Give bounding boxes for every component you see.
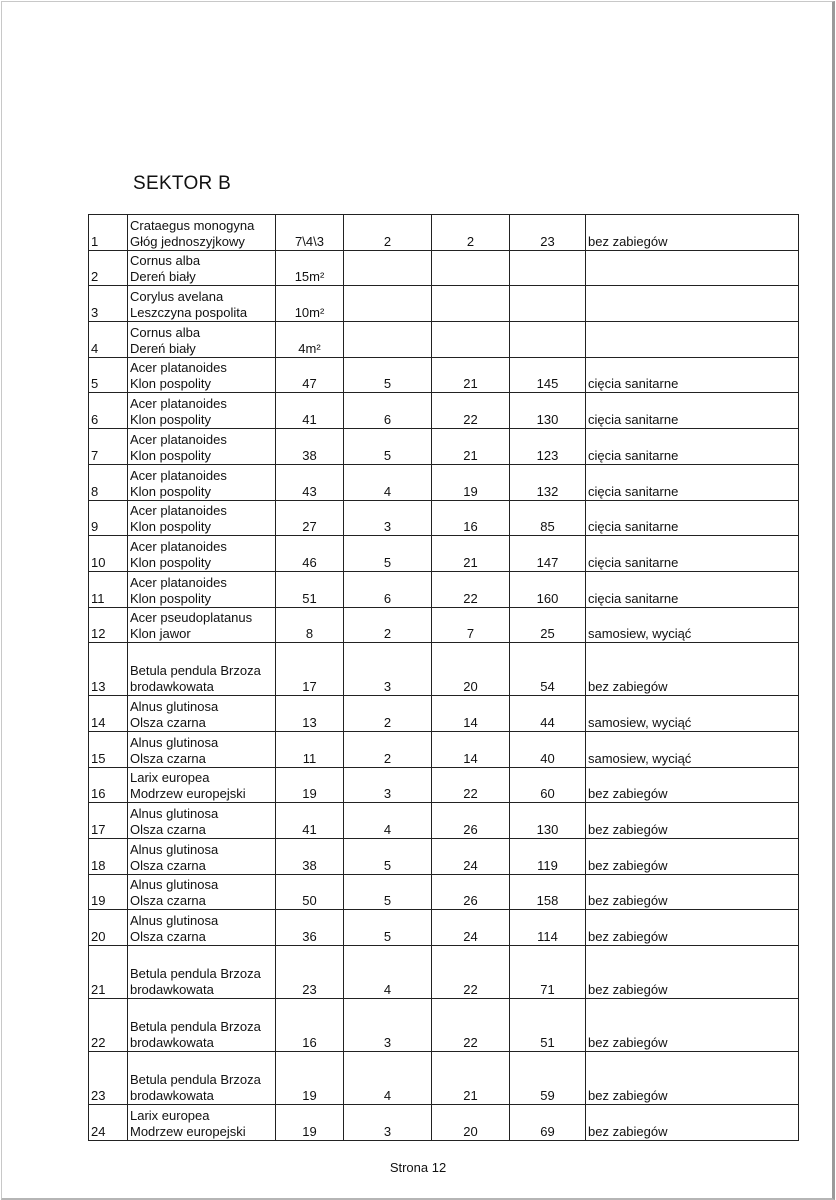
value-col-3 <box>432 322 510 358</box>
treatment-note <box>586 250 799 286</box>
treatment-note: samosiew, wyciąć <box>586 607 799 643</box>
value-col-1: 38 <box>276 429 344 465</box>
latin-name: Betula pendula Brzoza <box>130 663 261 679</box>
value-col-2: 5 <box>344 429 432 465</box>
value-col-3: 21 <box>432 429 510 465</box>
value-col-4: 44 <box>510 696 586 732</box>
value-col-3: 22 <box>432 999 510 1052</box>
latin-name: Betula pendula Brzoza <box>130 1019 261 1035</box>
species-name-cell <box>128 464 276 500</box>
value-col-4: 60 <box>510 767 586 803</box>
value-col-2: 6 <box>344 393 432 429</box>
value-col-3: 22 <box>432 393 510 429</box>
table-row <box>89 874 799 910</box>
polish-name: Olsza czarna <box>130 714 206 730</box>
treatment-note: bez zabiegów <box>586 643 799 696</box>
polish-name: Modrzew europejski <box>130 786 246 802</box>
value-col-4: 160 <box>510 571 586 607</box>
value-col-2 <box>344 286 432 322</box>
value-col-3: 24 <box>432 839 510 875</box>
species-name-cell <box>128 1052 276 1105</box>
value-col-3: 22 <box>432 946 510 999</box>
species-name-cell <box>128 696 276 732</box>
row-number: 12 <box>89 607 128 643</box>
value-col-3: 24 <box>432 910 510 946</box>
latin-name: Alnus glutinosa <box>130 841 219 857</box>
table-row <box>89 464 799 500</box>
value-col-3 <box>432 286 510 322</box>
value-col-2: 5 <box>344 874 432 910</box>
value-col-3: 21 <box>432 536 510 572</box>
page-number: Strona 12 <box>389 1160 447 1175</box>
value-col-1: 16 <box>276 999 344 1052</box>
value-col-3: 20 <box>432 1105 510 1141</box>
value-col-3: 21 <box>432 1052 510 1105</box>
value-col-1: 51 <box>276 571 344 607</box>
latin-name: Alnus glutinosa <box>130 913 219 929</box>
value-col-3: 7 <box>432 607 510 643</box>
latin-name: Acer platanoides <box>130 360 227 376</box>
row-number: 9 <box>89 500 128 536</box>
table-row <box>89 286 799 322</box>
latin-name: Cornus alba <box>130 324 201 340</box>
value-col-3: 2 <box>432 215 510 251</box>
value-col-4 <box>510 286 586 322</box>
row-number: 20 <box>89 910 128 946</box>
value-col-1: 13 <box>276 696 344 732</box>
treatment-note: bez zabiegów <box>586 1105 799 1141</box>
species-name-cell <box>128 946 276 999</box>
polish-name: Olsza czarna <box>130 822 206 837</box>
row-number: 24 <box>89 1105 128 1141</box>
value-col-1: 50 <box>276 874 344 910</box>
polish-name: brodawkowata <box>130 1035 214 1051</box>
species-name-cell <box>128 500 276 536</box>
value-col-2: 6 <box>344 571 432 607</box>
table-row <box>89 250 799 286</box>
table-row <box>89 500 799 536</box>
value-col-2: 3 <box>344 999 432 1052</box>
treatment-note: cięcia sanitarne <box>586 393 799 429</box>
treatment-note: cięcia sanitarne <box>586 464 799 500</box>
table-row <box>89 910 799 946</box>
value-col-4: 132 <box>510 464 586 500</box>
species-name-cell <box>128 643 276 696</box>
species-name-cell <box>128 536 276 572</box>
row-number: 18 <box>89 839 128 875</box>
value-col-3: 19 <box>432 464 510 500</box>
value-col-2: 5 <box>344 839 432 875</box>
row-number: 3 <box>89 286 128 322</box>
sector-title: SEKTOR B <box>133 173 232 194</box>
value-col-3: 14 <box>432 696 510 732</box>
value-col-2 <box>344 250 432 286</box>
value-col-4: 25 <box>510 607 586 643</box>
value-col-2: 3 <box>344 643 432 696</box>
polish-name: Głóg jednoszyjkowy <box>130 233 245 249</box>
value-col-2: 5 <box>344 910 432 946</box>
polish-name: Olsza czarna <box>130 893 206 909</box>
row-number: 8 <box>89 464 128 500</box>
value-col-4: 85 <box>510 500 586 536</box>
species-name-cell <box>128 429 276 465</box>
value-col-3 <box>432 250 510 286</box>
latin-name: Corylus avelana <box>130 289 224 305</box>
value-col-4: 145 <box>510 357 586 393</box>
polish-name: Dereń biały <box>130 269 196 285</box>
value-col-1: 19 <box>276 1052 344 1105</box>
species-name-cell <box>128 874 276 910</box>
treatment-note: bez zabiegów <box>586 803 799 839</box>
table-row <box>89 946 799 999</box>
value-col-3: 22 <box>432 571 510 607</box>
species-name-cell <box>128 286 276 322</box>
polish-name: brodawkowata <box>130 1088 214 1104</box>
value-col-3: 14 <box>432 731 510 767</box>
treatment-note: bez zabiegów <box>586 839 799 875</box>
treatment-note: cięcia sanitarne <box>586 571 799 607</box>
latin-name: Alnus glutinosa <box>130 806 219 821</box>
table-row <box>89 571 799 607</box>
value-col-1: 8 <box>276 607 344 643</box>
table-body <box>89 215 799 1141</box>
latin-name: Acer platanoides <box>130 503 227 519</box>
value-col-4: 114 <box>510 910 586 946</box>
species-name-cell <box>128 393 276 429</box>
polish-name: Dereń biały <box>130 340 196 356</box>
row-number: 6 <box>89 393 128 429</box>
species-name-cell <box>128 839 276 875</box>
latin-name: Acer platanoides <box>130 538 227 554</box>
latin-name: Betula pendula Brzoza <box>130 966 261 982</box>
treatment-note: bez zabiegów <box>586 215 799 251</box>
value-col-3: 20 <box>432 643 510 696</box>
value-col-4 <box>510 322 586 358</box>
value-col-1: 43 <box>276 464 344 500</box>
value-col-2: 5 <box>344 357 432 393</box>
table-row <box>89 429 799 465</box>
table-row <box>89 767 799 803</box>
latin-name: Alnus glutinosa <box>130 877 219 893</box>
polish-name: Leszczyna pospolita <box>130 305 248 321</box>
value-col-3: 26 <box>432 874 510 910</box>
table-row <box>89 1052 799 1105</box>
value-col-4: 69 <box>510 1105 586 1141</box>
treatment-note: cięcia sanitarne <box>586 500 799 536</box>
value-col-4: 23 <box>510 215 586 251</box>
table-row <box>89 322 799 358</box>
value-col-3: 21 <box>432 357 510 393</box>
treatment-note: bez zabiegów <box>586 767 799 803</box>
value-col-1: 4m² <box>276 322 344 358</box>
value-col-4: 147 <box>510 536 586 572</box>
row-number: 23 <box>89 1052 128 1105</box>
species-name-cell <box>128 250 276 286</box>
value-col-1: 23 <box>276 946 344 999</box>
latin-name: Cornus alba <box>130 253 201 269</box>
value-col-2: 2 <box>344 731 432 767</box>
value-col-1: 41 <box>276 393 344 429</box>
value-col-1: 19 <box>276 1105 344 1141</box>
species-name-cell <box>128 803 276 839</box>
species-name-cell <box>128 910 276 946</box>
species-name-cell <box>128 571 276 607</box>
latin-name: Acer pseudoplatanus <box>130 610 253 626</box>
value-col-2: 4 <box>344 464 432 500</box>
latin-name: Larix europea <box>130 770 210 786</box>
value-col-4: 130 <box>510 393 586 429</box>
value-col-2: 2 <box>344 607 432 643</box>
latin-name: Crataegus monogyna <box>130 217 255 233</box>
row-number: 10 <box>89 536 128 572</box>
value-col-2: 2 <box>344 696 432 732</box>
tree-inventory-table <box>88 214 799 1141</box>
value-col-1: 15m² <box>276 250 344 286</box>
value-col-1: 7\4\3 <box>276 215 344 251</box>
polish-name: Klon pospolity <box>130 483 211 499</box>
value-col-1: 27 <box>276 500 344 536</box>
treatment-note: bez zabiegów <box>586 999 799 1052</box>
polish-name: Modrzew europejski <box>130 1123 246 1139</box>
row-number: 15 <box>89 731 128 767</box>
table-row <box>89 536 799 572</box>
latin-name: Acer platanoides <box>130 467 227 483</box>
polish-name: brodawkowata <box>130 982 214 998</box>
treatment-note <box>586 286 799 322</box>
row-number: 17 <box>89 803 128 839</box>
species-name-cell <box>128 767 276 803</box>
latin-name: Alnus glutinosa <box>130 698 219 714</box>
value-col-4: 51 <box>510 999 586 1052</box>
value-col-1: 17 <box>276 643 344 696</box>
table-row <box>89 215 799 251</box>
table-row <box>89 643 799 696</box>
polish-name: Olsza czarna <box>130 857 206 873</box>
value-col-4: 54 <box>510 643 586 696</box>
value-col-2: 2 <box>344 215 432 251</box>
value-col-1: 11 <box>276 731 344 767</box>
treatment-note: bez zabiegów <box>586 1052 799 1105</box>
row-number: 1 <box>89 215 128 251</box>
value-col-1: 47 <box>276 357 344 393</box>
row-number: 5 <box>89 357 128 393</box>
value-col-2: 5 <box>344 536 432 572</box>
latin-name: Acer platanoides <box>130 396 227 412</box>
row-number: 7 <box>89 429 128 465</box>
species-name-cell <box>128 999 276 1052</box>
value-col-4: 119 <box>510 839 586 875</box>
row-number: 21 <box>89 946 128 999</box>
table-row <box>89 357 799 393</box>
polish-name: Olsza czarna <box>130 929 206 945</box>
polish-name: Klon pospolity <box>130 376 211 392</box>
polish-name: Klon pospolity <box>130 412 211 428</box>
value-col-4 <box>510 250 586 286</box>
treatment-note: bez zabiegów <box>586 874 799 910</box>
row-number: 22 <box>89 999 128 1052</box>
treatment-note: cięcia sanitarne <box>586 357 799 393</box>
polish-name: Klon pospolity <box>130 590 211 606</box>
polish-name: Olsza czarna <box>130 750 206 766</box>
value-col-2: 4 <box>344 1052 432 1105</box>
polish-name: Klon pospolity <box>130 554 211 570</box>
latin-name: Alnus glutinosa <box>130 734 219 750</box>
row-number: 4 <box>89 322 128 358</box>
value-col-2: 4 <box>344 946 432 999</box>
treatment-note: samosiew, wyciąć <box>586 731 799 767</box>
table-row <box>89 803 799 839</box>
latin-name: Acer platanoides <box>130 574 227 590</box>
polish-name: Klon pospolity <box>130 519 211 535</box>
row-number: 13 <box>89 643 128 696</box>
species-name-cell <box>128 215 276 251</box>
value-col-3: 22 <box>432 767 510 803</box>
value-col-4: 40 <box>510 731 586 767</box>
table-row <box>89 607 799 643</box>
row-number: 14 <box>89 696 128 732</box>
value-col-4: 158 <box>510 874 586 910</box>
value-col-2: 3 <box>344 1105 432 1141</box>
value-col-2: 4 <box>344 803 432 839</box>
table-row <box>89 839 799 875</box>
value-col-1: 19 <box>276 767 344 803</box>
table-row <box>89 999 799 1052</box>
table-row <box>89 696 799 732</box>
value-col-4: 123 <box>510 429 586 465</box>
value-col-2: 3 <box>344 767 432 803</box>
treatment-note <box>586 322 799 358</box>
row-number: 2 <box>89 250 128 286</box>
treatment-note: cięcia sanitarne <box>586 536 799 572</box>
treatment-note: samosiew, wyciąć <box>586 696 799 732</box>
table-row <box>89 393 799 429</box>
treatment-note: cięcia sanitarne <box>586 429 799 465</box>
species-name-cell <box>128 322 276 358</box>
value-col-4: 71 <box>510 946 586 999</box>
species-name-cell <box>128 731 276 767</box>
row-number: 16 <box>89 767 128 803</box>
species-name-cell <box>128 607 276 643</box>
polish-name: Klon jawor <box>130 626 191 642</box>
latin-name: Betula pendula Brzoza <box>130 1072 261 1088</box>
value-col-2 <box>344 322 432 358</box>
value-col-1: 38 <box>276 839 344 875</box>
value-col-1: 41 <box>276 803 344 839</box>
row-number: 19 <box>89 874 128 910</box>
value-col-3: 16 <box>432 500 510 536</box>
table-row <box>89 731 799 767</box>
row-number: 11 <box>89 571 128 607</box>
table-row <box>89 1105 799 1141</box>
value-col-1: 46 <box>276 536 344 572</box>
latin-name: Larix europea <box>130 1107 210 1123</box>
value-col-1: 36 <box>276 910 344 946</box>
species-name-cell <box>128 1105 276 1141</box>
treatment-note: bez zabiegów <box>586 910 799 946</box>
value-col-4: 59 <box>510 1052 586 1105</box>
value-col-3: 26 <box>432 803 510 839</box>
species-name-cell <box>128 357 276 393</box>
latin-name: Acer platanoides <box>130 431 227 447</box>
polish-name: brodawkowata <box>130 679 214 695</box>
value-col-1: 10m² <box>276 286 344 322</box>
value-col-2: 3 <box>344 500 432 536</box>
value-col-4: 130 <box>510 803 586 839</box>
polish-name: Klon pospolity <box>130 447 211 463</box>
treatment-note: bez zabiegów <box>586 946 799 999</box>
